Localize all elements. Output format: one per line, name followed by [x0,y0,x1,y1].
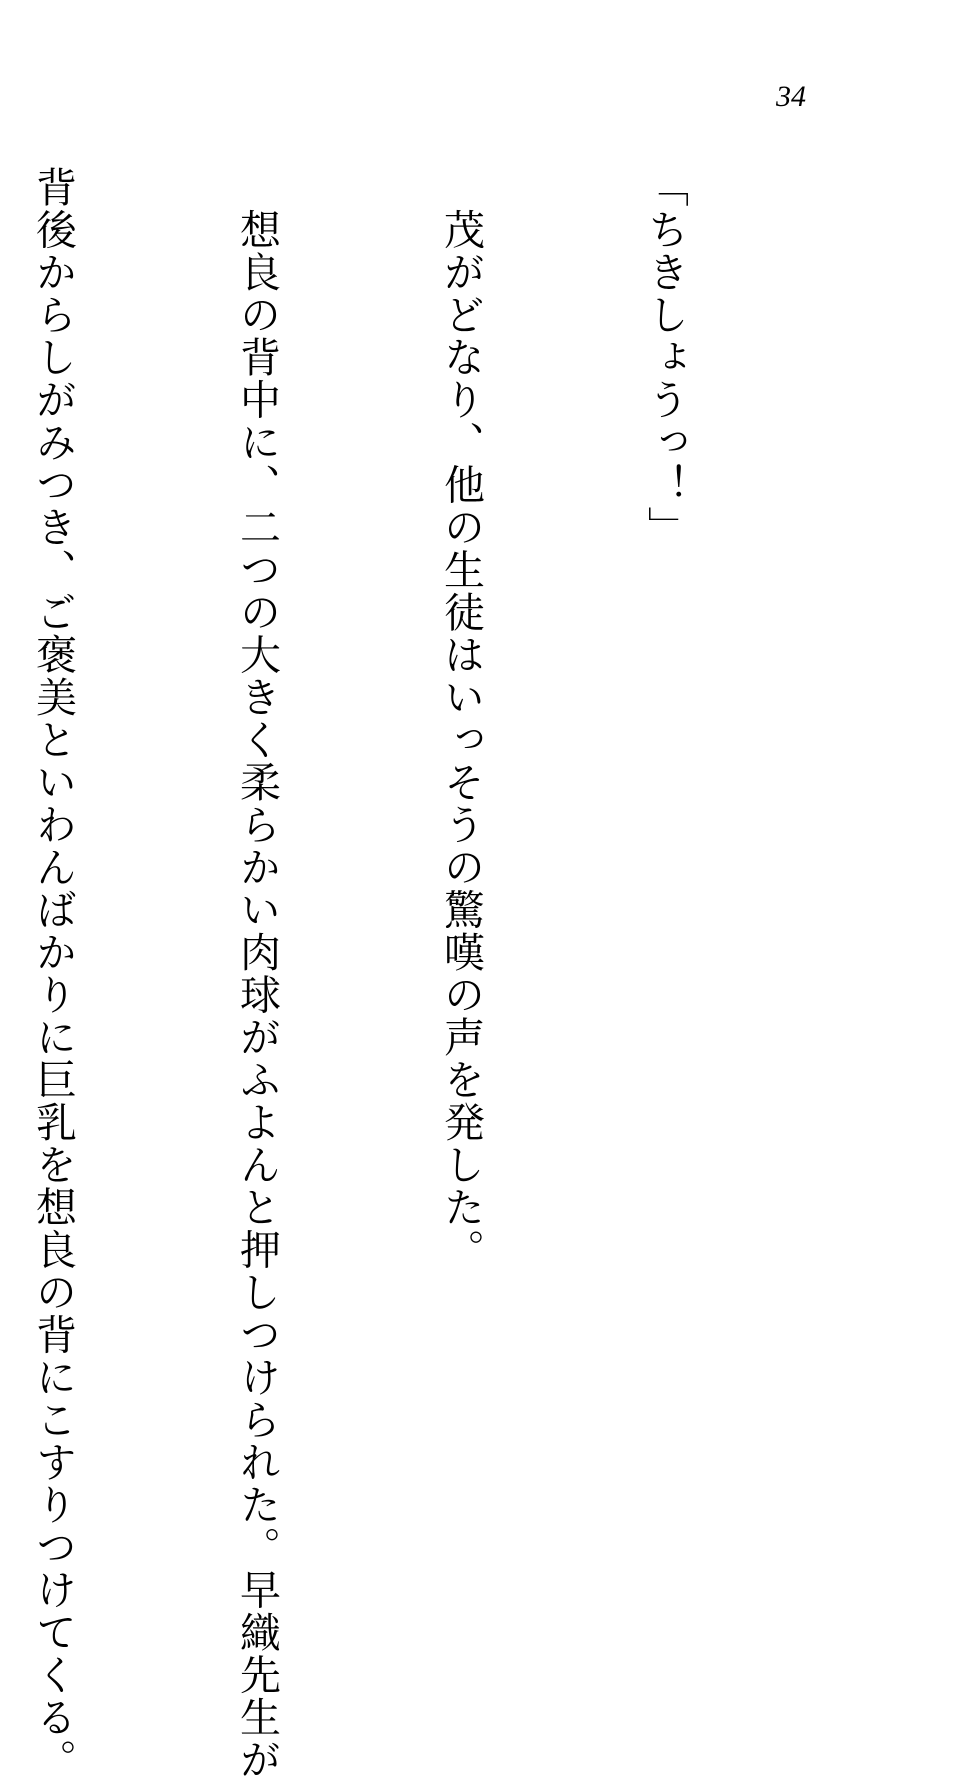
text-line-3: 想良の背中に、二つの大きく柔らかい肉球がふよんと押しつけられた。早織先生が [233,166,281,1781]
text-line-4: 背後からしがみつき、ご褒美といわんばかりに巨乳を想良の背にこすりつけてくる。 [29,166,77,1781]
text-line-1: 「ちきしょうっ！」 [641,166,689,549]
novel-text-body [29,166,835,1781]
text-line-2: 茂がどなり、他の生徒はいっそうの驚嘆の声を発した。 [437,166,485,1271]
page-number: 34 [776,80,806,113]
